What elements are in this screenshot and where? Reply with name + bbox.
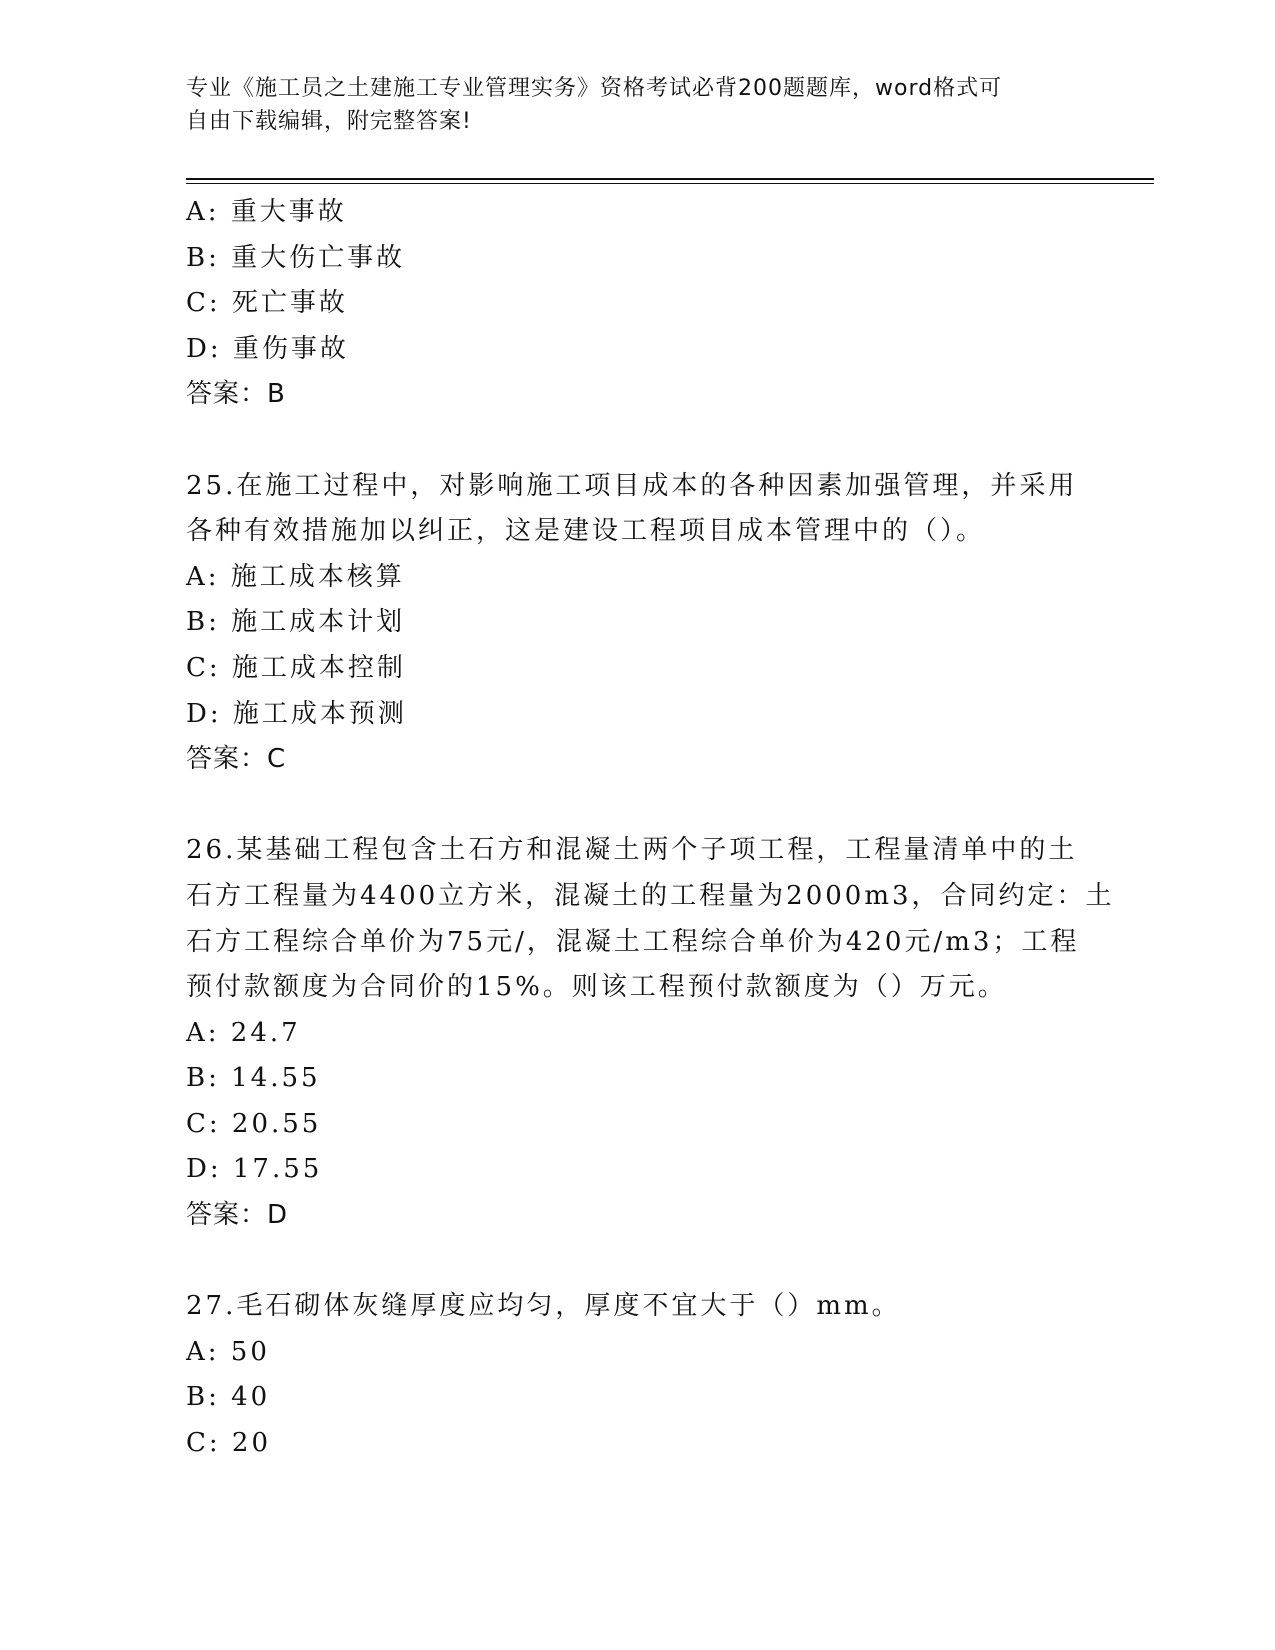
question-list [186,190,1115,1467]
question-27 [186,1284,1086,1466]
question-stem-line: 石方工程量为4400立方米，混凝土的工程量为2000m3，合同约定：土 [186,880,1115,911]
option-a: A: 重大事故 [186,197,347,227]
option-c: C: 20 [186,1428,272,1459]
answer-line: 答案：D [186,1200,289,1231]
question-stem-line: 各种有效措施加以纠正，这是建设工程项目成本管理中的（）。 [186,516,986,547]
option-a: A: 24.7 [186,1017,301,1048]
option-b: B: 重大伤亡事故 [186,242,406,273]
spacer [186,1239,1086,1285]
header-divider-thin [186,183,1154,184]
option-d: D: 施工成本预测 [186,698,407,729]
option-b: B: 14.55 [186,1063,321,1094]
answer-line: 答案：C [186,744,287,775]
question-stem-line: 25.在施工过程中，对影响施工项目成本的各种因素加强管理，并采用 [186,470,1078,501]
option-b: B: 施工成本计划 [186,607,406,638]
question-stem-line: 26.某基础工程包含土石方和混凝土两个子项工程，工程量清单中的土 [186,835,1078,866]
option-b: B: 40 [186,1382,271,1413]
option-c: C: 死亡事故 [186,288,348,319]
option-a: A: 50 [186,1336,270,1367]
option-a: A: 施工成本核算 [186,561,405,592]
option-d: D: 重伤事故 [186,333,349,364]
question-26 [186,828,1115,1238]
option-c: C: 施工成本控制 [186,652,406,683]
spacer [186,418,1086,464]
answer-line: 答案：B [186,379,286,410]
option-d: D: 17.55 [186,1154,323,1185]
question-stem-line: 预付款额度为合同价的15%。则该工程预付款额度为（）万元。 [186,972,1007,1003]
header-title-line-1: 专业《施工员之土建施工专业管理实务》资格考试必背200题题库，word格式可 [186,76,1003,101]
spacer [186,783,1086,829]
question-stem-line: 27.毛石砌体灰缝厚度应均匀，厚度不宜大于（）mm。 [186,1291,901,1322]
question-24-continued [186,190,1086,418]
document-header [186,72,1086,138]
question-25 [186,464,1086,783]
option-c: C: 20.55 [186,1108,322,1139]
question-stem-line: 石方工程综合单价为75元/，混凝土工程综合单价为420元/m3；工程 [186,926,1080,957]
header-divider-thick [186,178,1154,180]
header-title-line-2: 自由下载编辑，附完整答案! [186,109,472,134]
